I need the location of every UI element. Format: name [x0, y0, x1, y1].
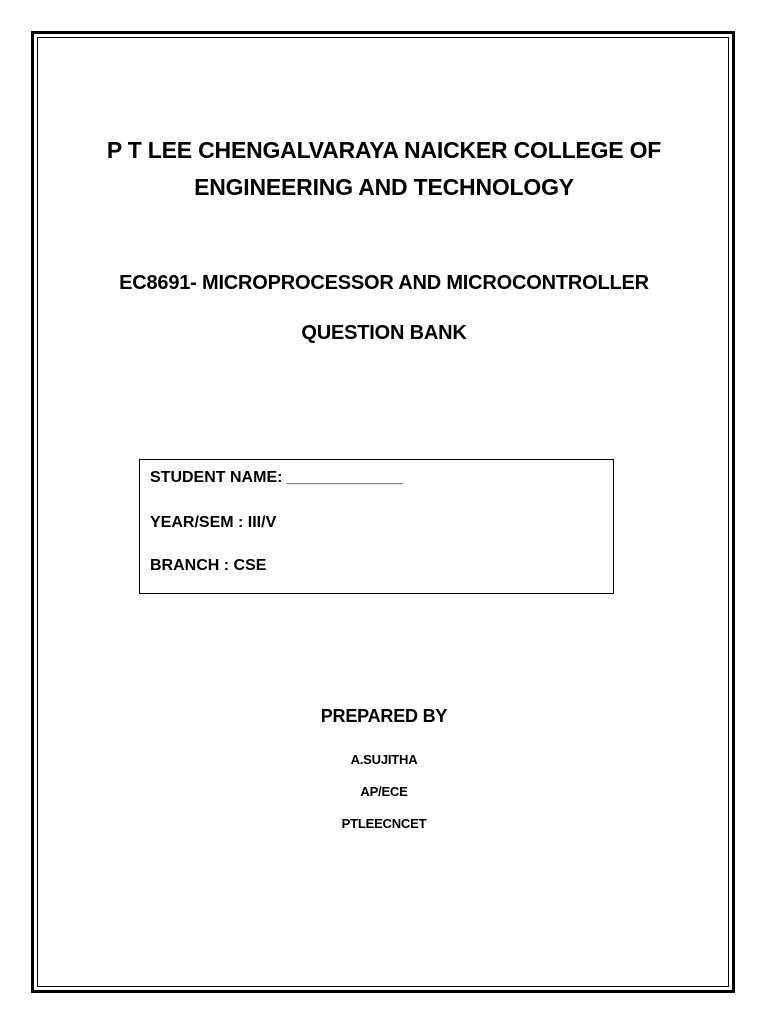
author-institution: PTLEECNCET [341, 816, 427, 831]
author-designation: AP/ECE [360, 784, 408, 799]
course-title: EC8691- MICROPROCESSOR AND MICROCONTROLLER [119, 272, 649, 294]
branch-field: BRANCH : CSE [150, 557, 267, 574]
student-info-box [139, 459, 614, 594]
year-sem-field: YEAR/SEM : III/V [150, 514, 277, 531]
author-name: A.SUJITHA [350, 752, 418, 767]
prepared-by-heading: PREPARED BY [320, 706, 448, 726]
student-name-field: STUDENT NAME: _____________ [150, 469, 403, 486]
college-name-line-1: P T LEE CHENGALVARAYA NAICKER COLLEGE OF [106, 137, 662, 163]
document-type: QUESTION BANK [301, 322, 467, 344]
college-name-line-2: ENGINEERING AND TECHNOLOGY [194, 174, 574, 200]
